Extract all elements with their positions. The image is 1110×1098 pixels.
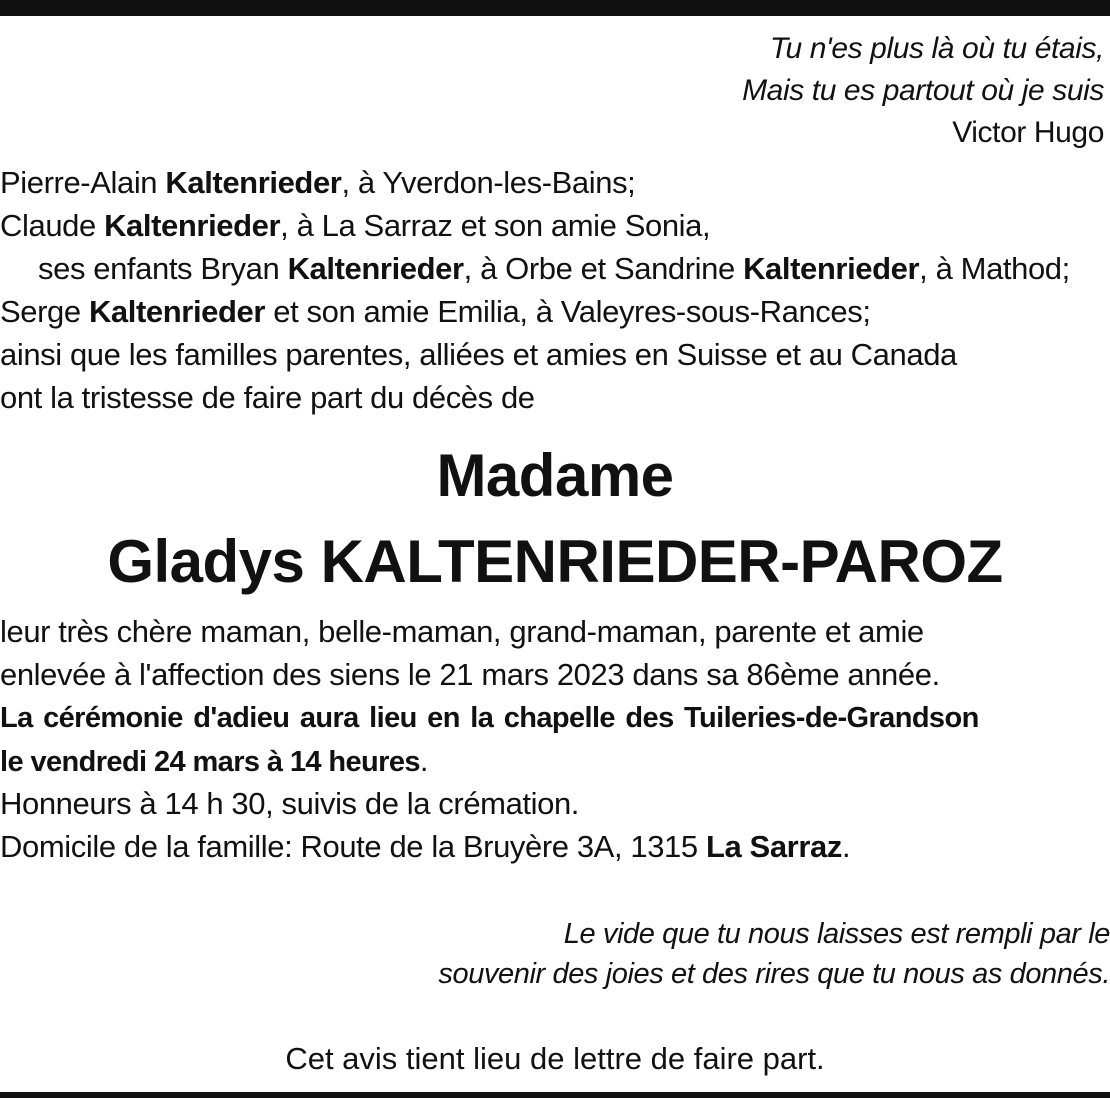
family-line-3 [38, 249, 1070, 289]
family-line-2-name: Claude [0, 208, 105, 243]
family-line-6: ont la tristesse de faire part du décès de [0, 380, 535, 415]
epigraph-line-2: Mais tu es partout où je suis [742, 74, 1104, 107]
closing-quote-line-2: souvenir des joies et des rires que tu nous as donnés. [438, 958, 1110, 990]
family-line-1-surname: Kaltenrieder [165, 165, 342, 200]
family-line-1 [0, 163, 635, 203]
family-line-4 [0, 292, 871, 332]
family-line-1-rest: , à Yverdon-les-Bains; [341, 165, 636, 200]
bottom-border-rule [0, 1092, 1110, 1098]
family-line-2-rest: , à La Sarraz et son amie Sonia, [280, 208, 711, 243]
family-line-3-surname-2: Kaltenrieder [743, 251, 920, 286]
epigraph-author: Victor Hugo [952, 116, 1104, 149]
ceremony-line-2 [0, 741, 428, 782]
ceremony-line-2-end: . [419, 743, 429, 778]
family-line-2 [0, 206, 710, 246]
family-line-4-rest: et son amie Emilia, à Valeyres-sous-Rances; [265, 294, 871, 329]
epigraph-line-1: Tu n'es plus là où tu étais, [769, 32, 1104, 65]
family-line-3-rest: , à Mathod; [919, 251, 1070, 286]
domicile-line [0, 827, 850, 867]
ceremony-date: le vendredi 24 mars à 14 heures [0, 746, 420, 778]
family-line-3-surname: Kaltenrieder [287, 251, 464, 286]
detail-line-2: enlevée à l'affection des siens le 21 mars 2023 dans sa 86ème année. [0, 657, 940, 692]
top-border-rule [0, 0, 1110, 16]
domicile-end: . [841, 829, 851, 864]
family-line-4-surname: Kaltenrieder [88, 294, 266, 329]
deceased-name: Gladys KALTENRIEDER-PAROZ [107, 528, 1003, 595]
honours-line: Honneurs à 14 h 30, suivis de la crémation. [0, 786, 580, 821]
family-line-2-surname: Kaltenrieder [104, 208, 281, 243]
deceased-title: Madame [436, 442, 674, 509]
family-line-4-name: Serge [0, 294, 89, 329]
domicile-place: La Sarraz [705, 829, 842, 864]
ceremony-line-1: La cérémonie d'adieu aura lieu en la chapelle des Tuileries-de-Grandson [0, 702, 979, 734]
domicile-address: Domicile de la famille: Route de la Bruyère 3A, 1315 [0, 829, 706, 864]
detail-line-1: leur très chère maman, belle-maman, grand-maman, parente et amie [0, 614, 924, 649]
family-line-3-middle: , à Orbe et Sandrine [463, 251, 744, 286]
family-line-5: ainsi que les familles parentes, alliées et amies en Suisse et au Canada [0, 337, 957, 372]
family-line-3-name: ses enfants Bryan [38, 251, 288, 286]
family-line-1-name: Pierre-Alain [0, 165, 166, 200]
notice-line: Cet avis tient lieu de lettre de faire part. [285, 1041, 825, 1076]
closing-quote-line-1: Le vide que tu nous laisses est rempli par le [563, 918, 1110, 950]
